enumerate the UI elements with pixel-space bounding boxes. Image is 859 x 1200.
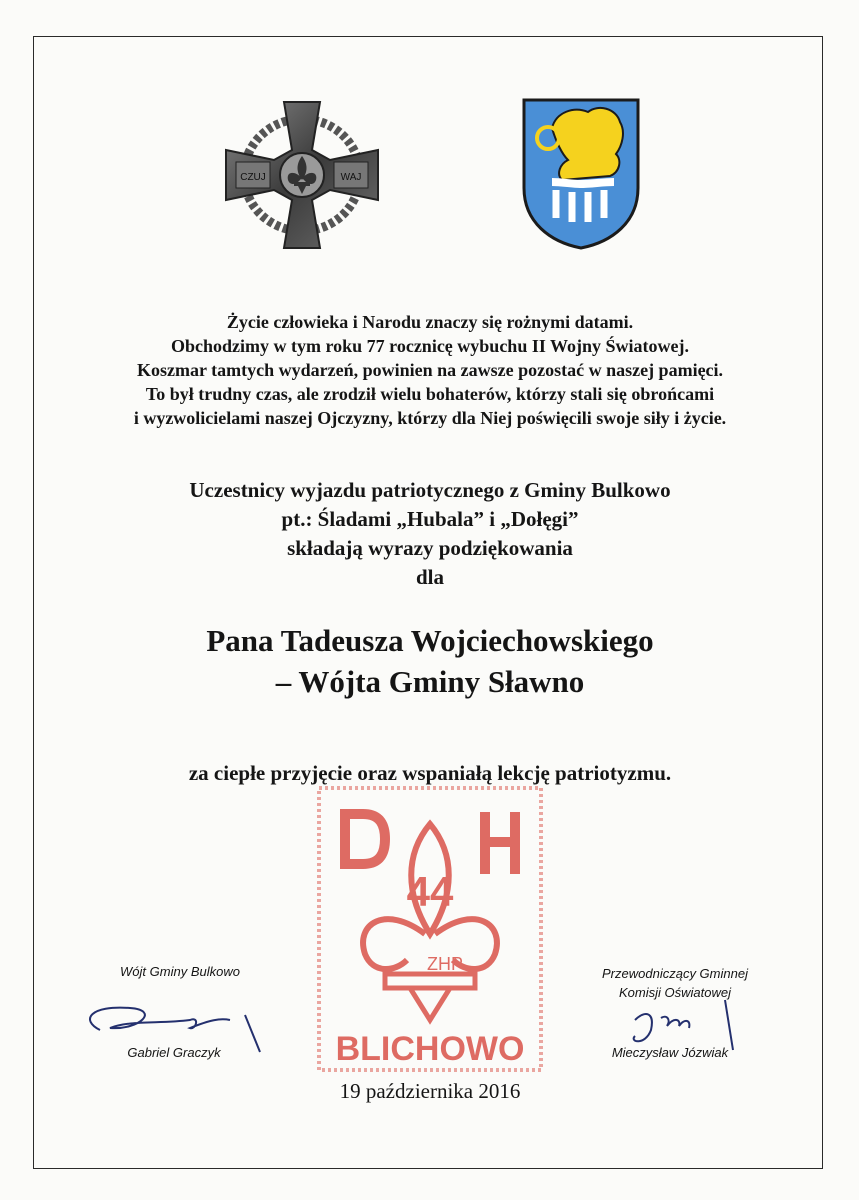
recipient-name: Pana Tadeusza Wojciechowskiego <box>206 623 654 658</box>
recipient-role: – Wójta Gminy Sławno <box>275 664 585 699</box>
left-signatory-name: Gabriel Graczyk <box>127 1045 221 1060</box>
griffin-coat-of-arms-icon <box>522 98 640 250</box>
right-title-line-2: Komisji Oświatowej <box>619 985 731 1000</box>
right-signatory-name: Mieczysław Józwiak <box>611 1045 729 1060</box>
intro-line-1: Życie człowieka i Narodu znaczy się rożnymi datami. <box>226 312 634 332</box>
thanks-line-3: składają wyrazy podziękowania <box>287 536 573 560</box>
scout-cross-icon <box>224 100 380 250</box>
stamp-place: BLICHOWO <box>335 1030 525 1068</box>
stamp-number: 44 <box>406 868 454 915</box>
thanks-line-2: pt.: Śladami „Hubala” i „Dołęgi” <box>281 507 579 531</box>
intro-line-4: To był trudny czas, ale zrodził wielu bohaterów, którzy stali się obrońcami <box>145 384 715 404</box>
certificate-date: 19 października 2016 <box>339 1079 521 1103</box>
cross-text-right: WAJ <box>340 172 362 183</box>
left-signatory-title: Wójt Gminy Bulkowo <box>120 964 240 979</box>
thanks-line-1: Uczestnicy wyjazdu patriotycznego z Gminy Bulkowo <box>189 478 671 502</box>
dh-44-blichowo-stamp <box>315 784 545 1074</box>
thanks-line-4: dla <box>415 565 444 589</box>
reason-line: za ciepłe przyjęcie oraz wspaniałą lekcję patriotyzmu. <box>188 761 672 785</box>
right-title-line-1: Przewodniczący Gminnej <box>602 966 748 981</box>
stamp-org: ZHP <box>427 954 463 974</box>
recipient <box>60 620 800 702</box>
intro-line-2: Obchodzimy w tym roku 77 rocznicę wybuchu II Wojny Światowej. <box>170 336 690 356</box>
intro-line-5: i wyzwolicielami naszej Ojczyzny, którzy dla Niej poświęcili swoje siły i życie. <box>133 408 727 428</box>
thanks-paragraph <box>60 476 800 592</box>
cross-text-left: CZUJ <box>240 172 266 183</box>
intro-line-3: Koszmar tamtych wydarzeń, powinien na zawsze pozostać w naszej pamięci. <box>136 360 724 380</box>
intro-paragraph <box>60 310 800 430</box>
